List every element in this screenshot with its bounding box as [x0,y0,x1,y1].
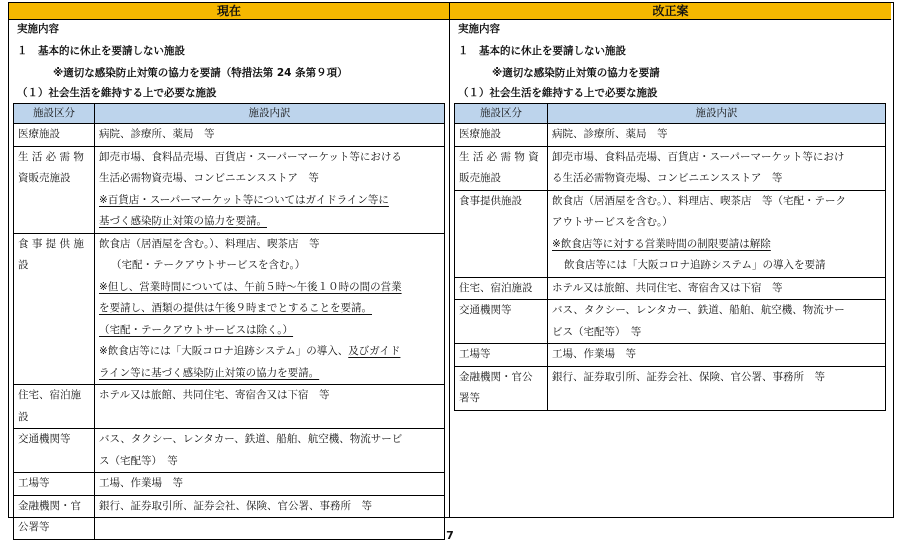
detail-cell [548,366,886,410]
detail-line: 飲食店等には「大阪コロナ追跡システム」の導入を要請 [564,259,826,271]
revised-header: 改正案 [450,3,891,20]
detail-cell [548,344,886,367]
table-row [455,344,886,367]
table-row [455,366,886,410]
detail-cell [548,190,886,277]
detail-cell [548,300,886,344]
detail-cell [95,124,445,147]
current-sub1: （１）社会生活を維持する上で必要な施設 [17,87,217,99]
table-row [14,124,445,147]
category-line: 交通機関等 [459,304,512,316]
detail-line: バス、タクシー、レンタカー、鉄道、船舶、航空機、物流サービ [99,433,403,445]
category-cell [455,344,548,367]
category-cell [14,473,95,496]
current-item1: １ 基本的に休止を要請しない施設 [17,45,185,57]
table-row [455,300,886,344]
detail-line: ※但し、営業時間については、午前５時～午後１０時の間の営業 [99,280,402,293]
detail-cell [95,429,445,473]
category-line: 設 [18,410,29,423]
detail-line: 卸売市場、食料品売場、百貨店・スーパーマーケット等における [99,150,402,163]
detail-line: ※飲食店等には「大阪コロナ追跡システム」の導入、及びガイド [99,345,401,357]
detail-line: を要請し、酒類の提供は午後９時までとすることを要請。 [99,302,372,314]
revised-note: ※適切な感染防止対策の協力を要請 [492,67,660,79]
category-cell [14,146,95,233]
category-line: 食事提供施設 [459,194,522,207]
detail-line: 工場、作業場 等 [552,348,636,360]
category-cell [455,300,548,344]
category-line: 生 活 必 需 物 [18,150,84,163]
table-row [455,124,886,147]
detail-cell [95,473,445,496]
revised-section-title: 実施内容 [458,23,500,35]
category-cell [14,385,95,429]
table-row [455,190,886,277]
detail-line: ライン等に基づく感染防止対策の協力を要請。 [99,366,320,379]
revised-item1: １ 基本的に休止を要請しない施設 [458,45,626,57]
category-line: 公署等 [18,521,50,533]
detail-cell [95,233,445,385]
current-facility-table [13,103,445,540]
category-line: 金融機関・官公 [459,370,533,383]
category-line: 設 [18,259,29,271]
comparison-page [8,2,894,533]
category-line: 住宅、宿泊施 [18,389,81,401]
current-header: 現在 [9,3,449,20]
current-section-title: 実施内容 [17,23,59,35]
page-number: 7 [446,529,454,542]
detail-line: 飲食店（居酒屋を含む。）、料理店、喫茶店 等 [99,237,320,250]
revised-table-header-detail: 施設内訳 [548,104,886,124]
detail-line: 卸売市場、食料品売場、百貨店・スーパーマーケット等におけ [552,150,845,163]
detail-line: 飲食店（居酒屋を含む。）、料理店、喫茶店 等（宅配・テーク [552,194,846,207]
detail-line: ※飲食店等に対する営業時間の制限要請は解除 [552,237,771,250]
category-line: 資販売施設 [18,172,71,184]
detail-line: 病院、診療所、薬局 等 [552,128,668,140]
table-row [14,429,445,473]
category-line: 金融機関・官 [18,499,81,512]
detail-line: ビス（宅配等） 等 [552,325,642,338]
category-cell [455,124,548,147]
category-line: 食 事 提 供 施 [18,237,84,250]
detail-line: ※百貨店・スーパーマーケット等についてはガイドライン等に [99,193,389,206]
detail-line: バス、タクシー、レンタカー、鉄道、船舶、航空機、物流サー [552,304,845,316]
category-line: 医療施設 [459,128,501,140]
current-column [9,3,450,533]
current-table-header-category: 施設区分 [14,104,95,124]
detail-cell [95,385,445,429]
detail-line: 病院、診療所、薬局 等 [99,128,215,140]
table-row [455,277,886,300]
detail-line: ホテル又は旅館、共同住宅、寄宿舎又は下宿 等 [99,389,330,401]
detail-line: 銀行、証券取引所、証券会社、保険、官公署、事務所 等 [99,499,372,512]
detail-line: （宅配・テークアウトサービスは除く。） [99,323,294,336]
revised-sub1: （１）社会生活を維持する上で必要な施設 [458,87,658,99]
current-table-body [14,124,445,540]
revised-column [450,3,891,517]
revised-table-body [455,124,886,411]
category-cell [455,190,548,277]
category-line: 工場等 [459,348,491,360]
detail-line: ホテル又は旅館、共同住宅、寄宿舎又は下宿 等 [552,281,783,294]
detail-line: 生活必需物資売場、コンビニエンスストア 等 [99,172,319,184]
category-cell [455,366,548,410]
detail-line: アウトサービスを含む。） [552,216,673,228]
table-row [455,146,886,190]
detail-line: る生活必需物資売場、コンビニエンスストア 等 [552,172,783,184]
detail-line: 基づく感染防止対策の協力を要請。 [99,215,267,227]
detail-line: （宅配・テークアウトサービスを含む。） [111,259,306,271]
category-line: 医療施設 [18,128,60,140]
revised-facility-table [454,103,886,411]
category-line: 交通機関等 [18,433,71,445]
category-line: 販売施設 [459,172,501,184]
category-line: 工場等 [18,477,50,489]
table-row [14,146,445,233]
category-cell [14,429,95,473]
detail-cell [548,277,886,300]
detail-line: 工場、作業場 等 [99,477,183,489]
detail-cell [548,146,886,190]
category-line: 住宅、宿泊施設 [459,281,533,294]
table-row [14,385,445,429]
table-row [14,473,445,496]
detail-cell [548,124,886,147]
category-line: 署等 [459,392,480,404]
category-cell [455,146,548,190]
current-table-header-detail: 施設内訳 [95,104,445,124]
category-cell [14,124,95,147]
detail-line: ス（宅配等） 等 [99,454,178,467]
detail-line: 銀行、証券取引所、証券会社、保険、官公署、事務所 等 [552,370,825,383]
category-cell [455,277,548,300]
current-note: ※適切な感染防止対策の協力を要請（特措法第 24 条第９項） [53,67,348,79]
detail-cell [95,146,445,233]
revised-table-header-category: 施設区分 [455,104,548,124]
table-row [14,233,445,385]
category-cell [14,233,95,385]
category-line: 生 活 必 需 物 資 [459,150,539,163]
